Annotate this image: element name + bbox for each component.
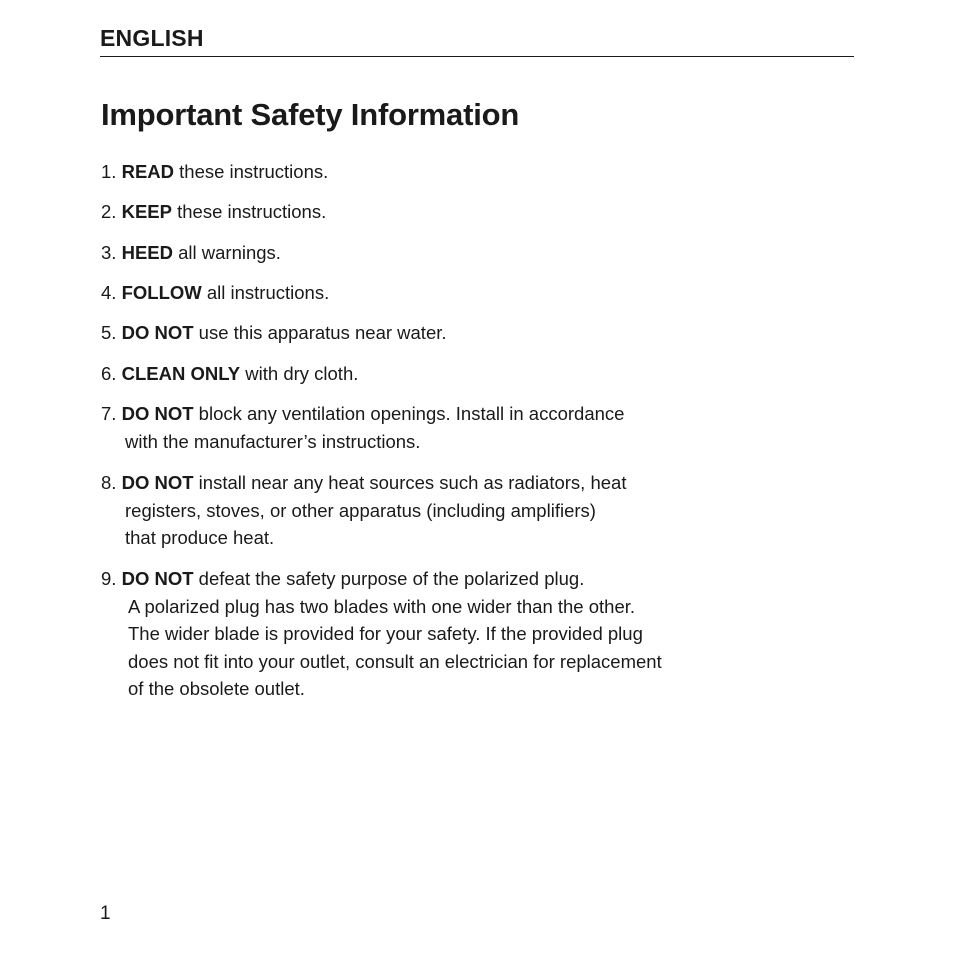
item-continuation-line: of the obsolete outlet.	[128, 678, 305, 699]
item-keyword: READ	[121, 161, 174, 182]
item-text: defeat the safety purpose of the polarized plug.	[193, 568, 585, 589]
instruction-item-8	[101, 469, 781, 552]
item-text: with dry cloth.	[240, 363, 359, 384]
item-keyword: DO NOT	[121, 568, 194, 589]
item-continuation-line: The wider blade is provided for your safety. If the provided plug	[128, 623, 643, 644]
item-text: all warnings.	[172, 242, 281, 263]
item-number: 9.	[101, 568, 117, 589]
instruction-item-7	[101, 400, 781, 455]
item-continuation-line: A polarized plug has two blades with one wider than the other.	[128, 595, 636, 617]
item-text: install near any heat sources such as radiators, heat	[193, 472, 627, 493]
section-label: ENGLISH	[100, 25, 204, 51]
item-number: 4.	[101, 282, 117, 303]
instruction-item-2	[101, 198, 781, 226]
item-text: all instructions.	[201, 282, 330, 303]
instruction-item-4	[101, 279, 781, 307]
instruction-item-9	[101, 565, 781, 703]
item-keyword: FOLLOW	[121, 282, 202, 303]
item-number: 3.	[101, 242, 117, 263]
page-number: 1	[100, 903, 111, 924]
item-number: 8.	[101, 472, 117, 493]
item-continuation-line: that produce heat.	[125, 527, 275, 548]
item-number: 1.	[101, 161, 117, 182]
item-number: 6.	[101, 363, 117, 384]
section-divider	[100, 56, 854, 57]
page-title: Important Safety Information	[101, 97, 520, 132]
item-number: 5.	[101, 322, 117, 343]
instruction-item-5	[101, 319, 781, 347]
item-text: these instructions.	[174, 161, 329, 182]
item-text: these instructions.	[171, 201, 327, 222]
item-keyword: KEEP	[121, 201, 172, 222]
item-keyword: CLEAN ONLY	[121, 363, 241, 384]
item-keyword: DO NOT	[121, 472, 194, 493]
item-continuation-line: with the manufacturer’s instructions.	[125, 430, 421, 452]
item-number: 7.	[101, 403, 117, 424]
item-text: block any ventilation openings. Install in accordance	[193, 403, 625, 424]
item-keyword: DO NOT	[121, 403, 194, 424]
item-number: 2.	[101, 201, 117, 222]
item-continuation-line: does not fit into your outlet, consult an electrician for replacement	[128, 650, 662, 672]
item-continuation-line: registers, stoves, or other apparatus (including amplifiers)	[125, 499, 596, 521]
instruction-item-1	[101, 158, 781, 186]
item-keyword: HEED	[121, 242, 173, 263]
item-text: use this apparatus near water.	[193, 322, 447, 343]
item-keyword: DO NOT	[121, 322, 194, 343]
instruction-item-3	[101, 239, 781, 267]
instruction-item-6	[101, 360, 781, 388]
